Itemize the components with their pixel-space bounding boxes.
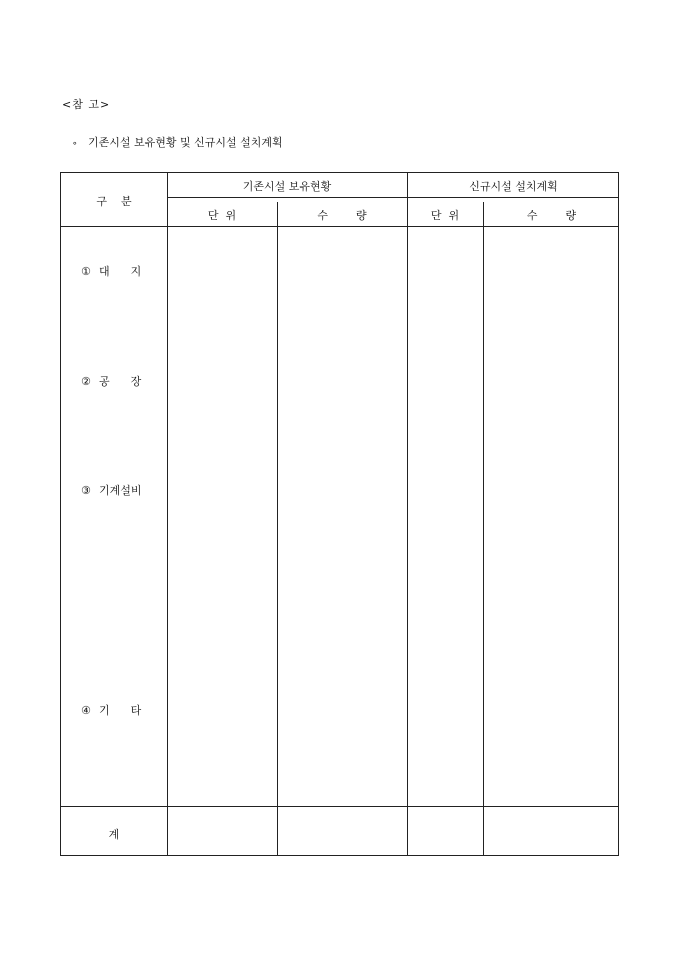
row-label-text: 공 장 bbox=[99, 375, 142, 388]
header-unit-new: 단 위 bbox=[430, 209, 460, 222]
table-divider bbox=[277, 202, 278, 855]
header-unit-existing: 단 위 bbox=[207, 209, 237, 222]
row-label-land bbox=[81, 263, 141, 279]
row-number: ④ bbox=[81, 704, 91, 717]
table-divider bbox=[167, 197, 618, 198]
header-category: 구 분 bbox=[96, 195, 132, 208]
reference-title: <참 고> bbox=[62, 98, 111, 111]
row-number: ① bbox=[81, 265, 91, 278]
table-divider bbox=[61, 806, 618, 807]
total-label: 계 bbox=[108, 828, 120, 841]
row-number: ② bbox=[81, 375, 91, 388]
row-label-factory bbox=[81, 373, 141, 389]
facility-table bbox=[60, 172, 619, 856]
header-new-facilities: 신규시설 설치계획 bbox=[469, 180, 558, 193]
row-label-other bbox=[81, 702, 141, 718]
bullet-marker: ∘ bbox=[72, 139, 78, 149]
table-divider bbox=[167, 173, 168, 855]
header-existing-facilities: 기존시설 보유현황 bbox=[242, 180, 332, 193]
row-number: ③ bbox=[81, 484, 91, 497]
row-label-text: 대 지 bbox=[99, 265, 142, 278]
header-quantity-existing: 수 량 bbox=[317, 209, 367, 222]
table-divider bbox=[61, 226, 618, 227]
row-label-text: 기 타 bbox=[99, 704, 142, 717]
table-divider bbox=[483, 202, 484, 855]
section-heading bbox=[72, 134, 283, 150]
table-divider bbox=[407, 173, 408, 855]
section-heading-text: 기존시설 보유현황 및 신규시설 설치계획 bbox=[88, 136, 283, 149]
row-label-text: 기계설비 bbox=[99, 484, 142, 497]
row-label-machinery bbox=[81, 482, 142, 498]
header-quantity-new: 수 량 bbox=[526, 209, 577, 222]
